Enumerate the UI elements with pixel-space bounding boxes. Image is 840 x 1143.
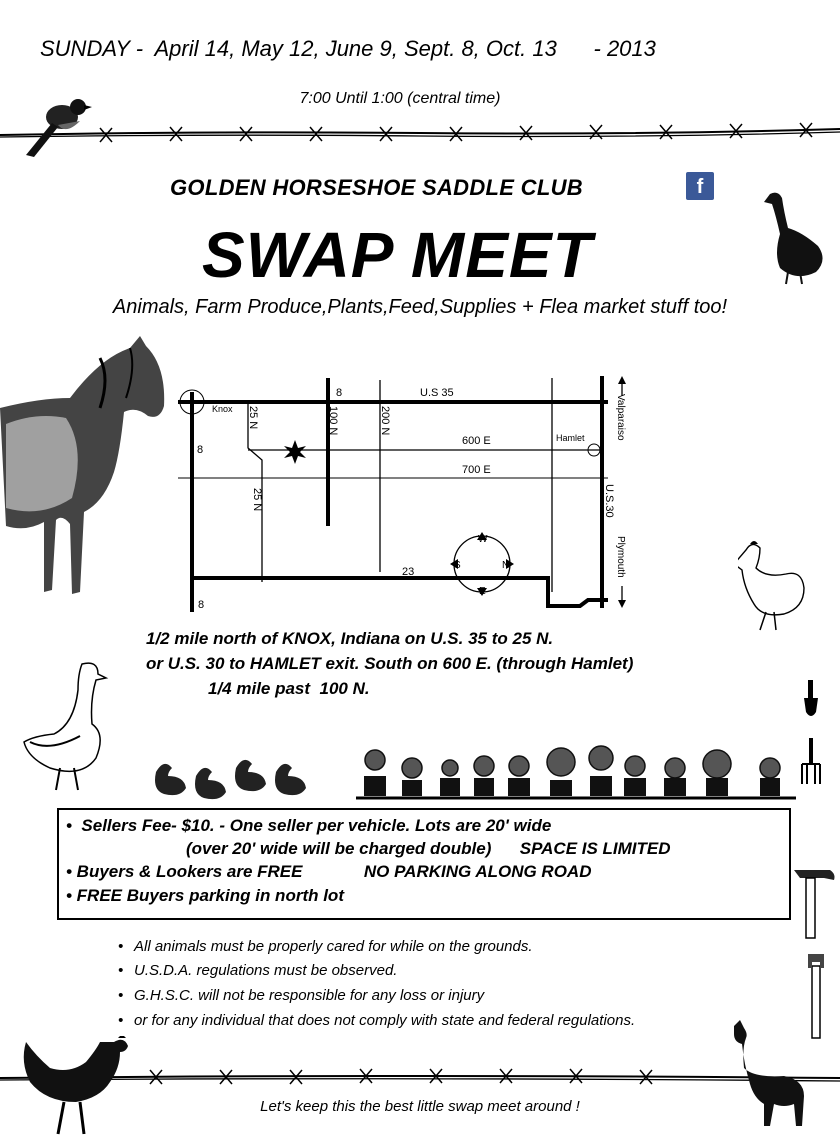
rule-text: or for any individual that does not comply with state and federal regulations. [134, 1012, 636, 1029]
map-label-us35: U.S 35 [420, 387, 454, 399]
map-label-200n: 200 N [379, 406, 391, 436]
goose-white-icon [20, 656, 110, 796]
map-label-8-top: 8 [336, 387, 343, 399]
rule-text: All animals must be properly cared for while on the grounds. [134, 938, 533, 955]
map-label-plymouth: Plymouth [615, 536, 626, 578]
sellers-fee-line: • Sellers Fee- $10. - One seller per vehicle. Lots are 20' wide [66, 816, 552, 835]
lot-width-line: (over 20' wide will be charged double) SPACE IS LIMITED [186, 839, 671, 858]
map-label-hamlet: Hamlet [556, 433, 585, 443]
horse-icon [0, 328, 165, 628]
compass-w: W [478, 534, 488, 545]
goose-icon [760, 188, 830, 288]
rule-item: • All animals must be properly cared for while on the grounds. [118, 938, 533, 955]
hen-icon [738, 538, 808, 634]
garden-tools-icon [796, 680, 826, 790]
compass-e: E [479, 586, 486, 597]
facebook-icon[interactable]: f [686, 172, 714, 200]
directions-line-3: 1/4 mile past 100 N. [208, 679, 370, 698]
rule-text: G.H.S.C. will not be responsible for any loss or injury [134, 987, 485, 1004]
barbed-wire-top-icon [0, 95, 840, 165]
map-label-8-bottom: 8 [198, 599, 205, 611]
parking-line: • FREE Buyers parking in north lot [66, 886, 344, 905]
map-label-23: 23 [402, 566, 415, 578]
bird-icon [22, 95, 92, 161]
directions-line-1: 1/2 mile north of KNOX, Indiana on U.S. 35 to 25 N. [146, 629, 554, 648]
hammer-icon [792, 860, 838, 942]
location-star-icon [284, 440, 306, 464]
compass-n: N [502, 560, 510, 571]
rule-item: • G.H.S.C. will not be responsible for any loss or injury [118, 987, 485, 1004]
event-hours: 7:00 Until 1:00 (central time) [299, 90, 501, 107]
rule-text: U.S.D.A. regulations must be observed. [134, 962, 398, 979]
map-label-8-left: 8 [197, 444, 204, 456]
map-label-valparaiso: Valparaiso [615, 394, 626, 441]
map-label-knox: Knox [212, 404, 233, 414]
rooster-icon [14, 1036, 144, 1143]
map-label-25n-mid: 25 N [251, 488, 263, 512]
directions-line-2: or U.S. 30 to HAMLET exit. South on 600 E. (through Hamlet) [146, 654, 634, 673]
map-label-us30: U.S.30 [603, 484, 615, 518]
location-map [170, 372, 640, 612]
map-label-100n: 100 N [327, 406, 339, 436]
map-label-25n-top: 25 N [247, 406, 259, 430]
buyers-line: • Buyers & Lookers are FREE NO PARKING ALONG ROAD [66, 862, 592, 881]
rule-item: • or for any individual that does not comply with state and federal regulations. [118, 1012, 636, 1029]
event-title: SWAP MEET [202, 219, 593, 291]
rule-item: • U.S.D.A. regulations must be observed. [118, 962, 398, 979]
potted-plants-row-icon [356, 738, 796, 802]
event-dates: SUNDAY - April 14, May 12, June 9, Sept. 8, Oct. 13 - 2013 [40, 36, 656, 61]
tagline: Animals, Farm Produce,Plants,Feed,Supplies + Flea market stuff too! [112, 296, 728, 318]
club-name: GOLDEN HORSESHOE SADDLE CLUB [170, 175, 583, 200]
closing-message: Let's keep this the best little swap meet around ! [260, 1098, 580, 1115]
map-label-700e: 700 E [462, 464, 491, 476]
map-label-600e: 600 E [462, 435, 491, 447]
compass-s: S [454, 560, 461, 571]
ducklings-icon [152, 752, 310, 802]
